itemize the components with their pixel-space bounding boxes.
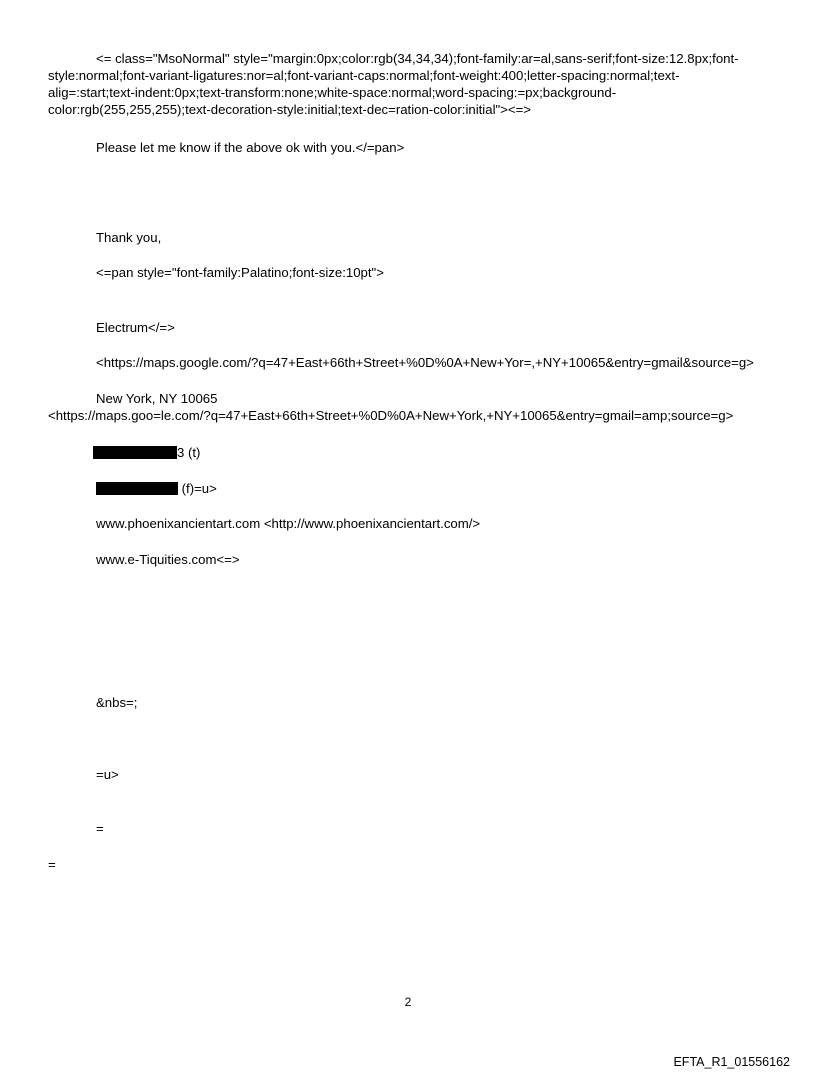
phone-suffix: 3 (t) — [177, 445, 201, 460]
maps-link-2: <https://maps.goo=le.com/?q=47+East+66th+Street+%0D%0A+New+York,+NY+10065&entry=gmail=amp;source=g> — [48, 408, 734, 423]
phone-line — [93, 444, 200, 461]
redaction-bar — [93, 446, 177, 459]
document-id: EFTA_R1_01556162 — [673, 1055, 790, 1069]
please-confirm-text: Please let me know if the above ok with you.</=pan> — [96, 140, 405, 155]
html-fragment-line-2: style:normal;font-variant-ligatures:nor=al;font-variant-caps:normal;font-weight:400;letter-spacing:normal;text- — [48, 68, 680, 83]
html-fragment-line-4: color:rgb(255,255,255);text-decoration-style:initial;text-dec=ration-color:initial"><=> — [48, 102, 531, 117]
redaction-bar — [96, 482, 178, 495]
equals-fragment-1: = — [96, 821, 104, 836]
signature-city: New York, NY 10065 — [96, 391, 218, 406]
html-fragment-line-1: <= class="MsoNormal" style="margin:0px;color:rgb(34,34,34);font-family:ar=al,sans-serif;font-size:12.8px;font- — [96, 51, 739, 66]
fax-suffix: (f)=u> — [178, 481, 217, 496]
span-style-fragment: <=pan style="font-family:Palatino;font-size:10pt"> — [96, 265, 384, 280]
signature-company: Electrum</=> — [96, 320, 175, 335]
website-1: www.phoenixancientart.com <http://www.phoenixancientart.com/> — [96, 516, 481, 531]
nbsp-fragment: &nbs=; — [96, 695, 138, 710]
page-number: 2 — [404, 995, 412, 1009]
equals-fragment-2: = — [48, 857, 56, 872]
fax-line — [96, 480, 217, 497]
u-close-fragment: =u> — [96, 767, 119, 782]
html-fragment-line-3: alig=:start;text-indent:0px;text-transform:none;white-space:normal;word-spacing:=px;background- — [48, 85, 617, 100]
website-2: www.e-Tiquities.com<=> — [96, 552, 240, 567]
maps-link-1: <https://maps.google.com/?q=47+East+66th+Street+%0D%0A+New+Yor=,+NY+10065&entry=gmail&source=g> — [96, 355, 754, 370]
closing-thank-you: Thank you, — [96, 230, 162, 245]
